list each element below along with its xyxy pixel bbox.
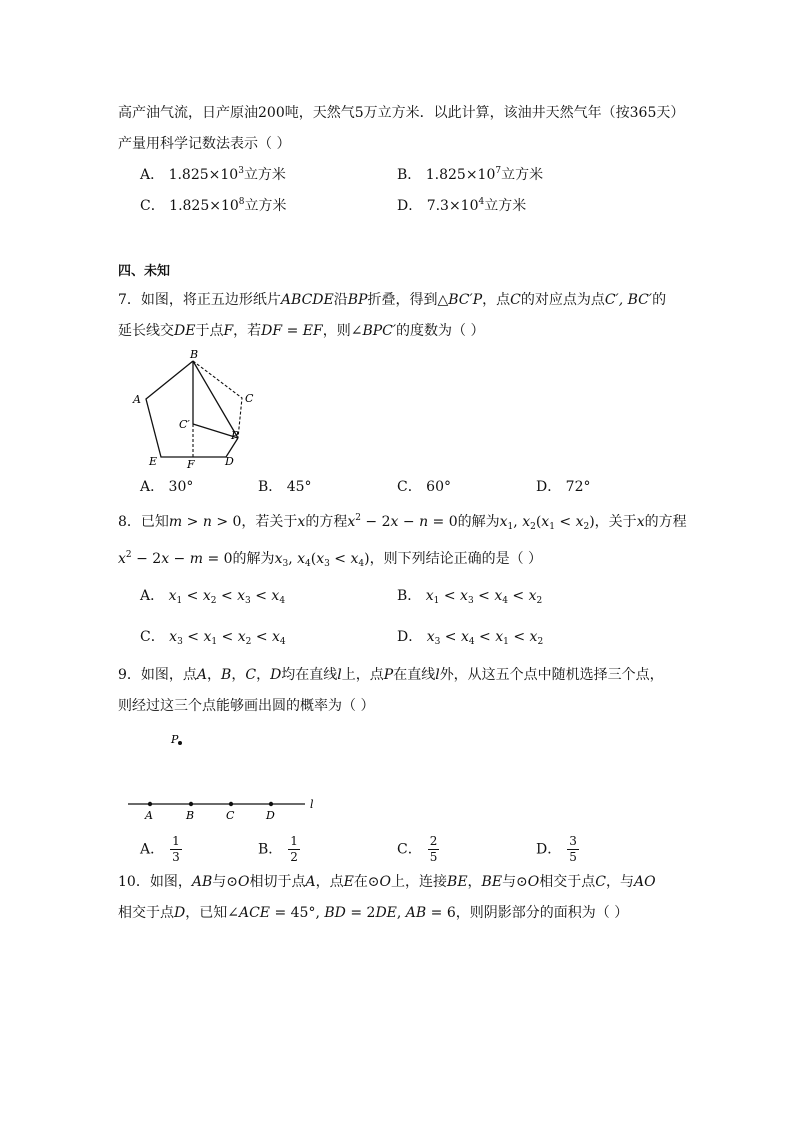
q8-stem-line2: $x^2 - 2x - m = 0$的解为$x_3$, $x_4(x_3 < x_4)$，则下列结论正确的是（ ） (118, 550, 543, 569)
q7-label-e: E (149, 455, 158, 468)
q9-label-c: C (226, 809, 235, 822)
q9-option-c: C． $\frac{2}{5}$ (397, 834, 438, 864)
q8-option-a: A． $x_1 < x_2 < x_3 < x_4$ (140, 588, 286, 606)
q9-option-d: D． $\frac{3}{5}$ (536, 834, 577, 864)
q8-option-b: B． $x_1 < x_3 < x_4 < x_2$ (397, 588, 543, 606)
q7-option-d: D． 72° (536, 479, 591, 495)
q8-option-c: C． $x_3 < x_1 < x_2 < x_4$ (140, 629, 286, 647)
q9-label-b: B (186, 809, 195, 822)
q7-label-c: C (245, 392, 254, 405)
q6-option-c: C． $1.825\times 10^8$立方米 (140, 197, 287, 214)
q9-stem-line1: 9．如图，点A，B，C，D均在直线l上，点P在直线l外，从这五个点中随机选择三个点， (118, 667, 664, 683)
q8-stem-line1: 8．已知m > n > 0，若关于x的方程$x^2 - 2x - n = 0$的解为$x_1$, $x_2(x_1 < x_2)$，关于x的方程 (118, 513, 687, 532)
q9-label-d: D (266, 809, 275, 822)
q7-label-cprime: C′ (179, 418, 190, 431)
q7-stem-line2: 延长线交DE于点F，若DF = EF，则∠BPC′的度数为（ ） (118, 323, 485, 339)
q7-label-b: B (190, 348, 199, 361)
q9-stem-line2: 则经过这三个点能够画出圆的概率为（ ） (118, 698, 375, 714)
q7-pentagon-figure (128, 346, 268, 471)
q6-option-b: B． $1.825\times 10^7$立方米 (397, 166, 544, 183)
q7-label-p: P (231, 429, 239, 442)
q6-option-d: D． $7.3\times 10^4$立方米 (397, 197, 527, 214)
q7-option-c: C． 60° (397, 479, 451, 495)
q6-stem-line2: 产量用科学记数法表示（ ） (118, 136, 291, 152)
q9-point-d (269, 802, 273, 806)
q9-point-p (178, 741, 182, 745)
q10-stem-line2: 相交于点D，已知∠ACE = 45°, BD = 2DE, AB = 6，则阴影部分的面积为（ ） (118, 905, 629, 921)
q8-option-d: D． $x_3 < x_4 < x_1 < x_2$ (397, 629, 544, 647)
q7-label-f: F (187, 458, 195, 471)
q9-point-c (229, 802, 233, 806)
q6-stem-line1: 高产油气流，日产原油200吨，天然气5万立方米．以此计算，该油井天然气年（按365天） (118, 105, 685, 121)
q9-point-a (148, 802, 152, 806)
q9-label-l: l (310, 798, 314, 811)
q7-label-d: D (225, 455, 234, 468)
section-heading: 四、未知 (118, 264, 171, 279)
q7-option-a: A． 30° (140, 479, 194, 495)
q7-label-a: A (133, 393, 141, 406)
q7-option-b: B． 45° (258, 479, 312, 495)
q10-stem-line1: 10．如图，AB与⊙O相切于点A，点E在⊙O上，连接BE，BE与⊙O相交于点C，与AO (118, 874, 656, 890)
q6-option-a: A． $1.825\times 10^3$立方米 (140, 166, 286, 183)
q9-option-b: B． $\frac{1}{2}$ (258, 834, 298, 864)
q7-pentagon-edges (146, 361, 238, 457)
q9-label-a: A (145, 809, 153, 822)
q7-stem-line1: 7．如图，将正五边形纸片ABCDE沿BP折叠，得到△BC′P，点C的对应点为点C′, BC′的 (118, 292, 667, 308)
q9-option-a: A． $\frac{1}{3}$ (140, 834, 180, 864)
q9-label-p: P (171, 733, 179, 746)
q9-line-figure (120, 728, 330, 824)
q9-point-b (189, 802, 193, 806)
